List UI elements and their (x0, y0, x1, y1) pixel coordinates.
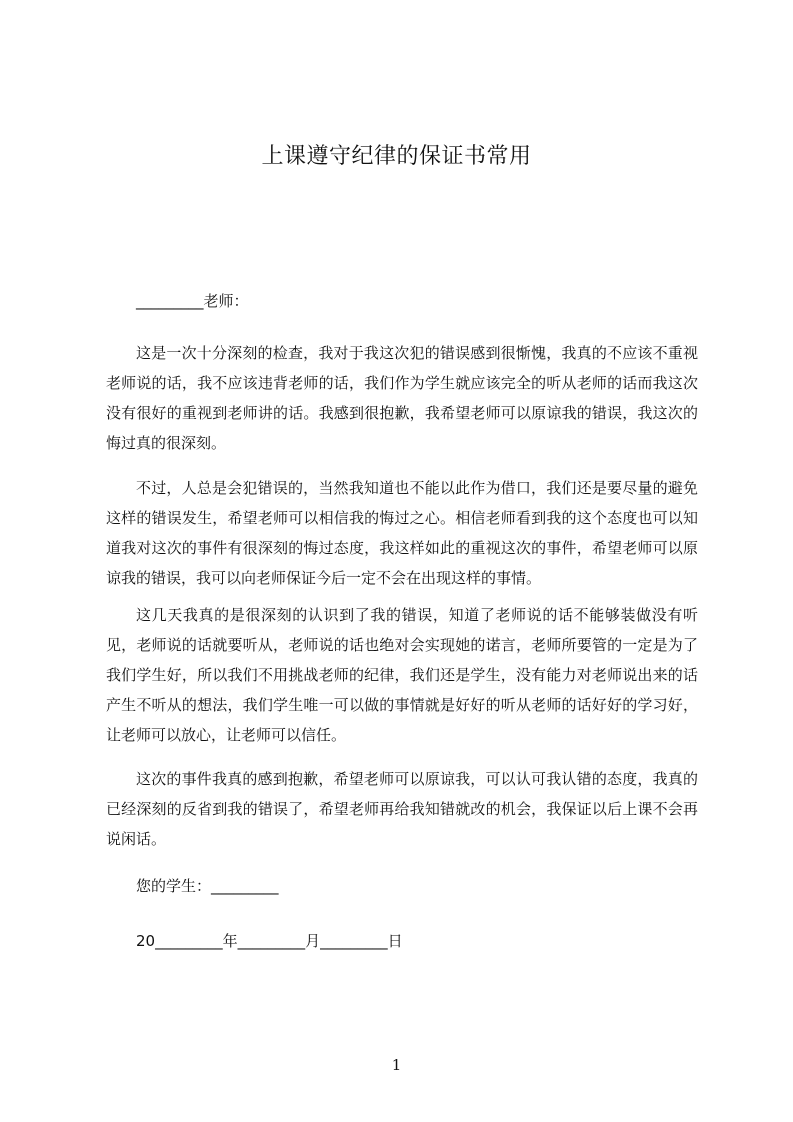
paragraph-3: 这几天我真的是很深刻的认识到了我的错误，知道了老师说的话不能够装做没有听见，老师说的话就要听从，老师说的话也绝对会实现她的诺言，老师所要管的一定是为了我们学生好，所以我们不用挑战老师的纪律，我们还是学生，没有能力对老师说出来的话产生不听从的想法，我们学生唯一可以做的事情就是好好的听从老师的话好好的学习好，让老师可以放心，让老师可以信任。 (106, 606, 698, 744)
document-title: 上课遵守纪律的保证书常用 (261, 144, 532, 169)
page-number: 1 (391, 1056, 402, 1074)
paragraph-4: 这次的事件我真的感到抱歉，希望老师可以原谅我，可以认可我认错的态度，我真的已经深刻的反省到我的错误了，希望老师再给我知错就改的机会，我保证以后上课不会再说闲话。 (106, 770, 698, 848)
paragraph-1: 这是一次十分深刻的检查，我对于我这次犯的错误感到很惭愧，我真的不应该不重视老师说的话，我不应该违背老师的话，我们作为学生就应该完全的听从老师的话而我这次没有很好的重视到老师讲的话。我感到很抱歉，我希望老师可以原谅我的错误，我这次的悔过真的很深刻。 (106, 344, 698, 452)
signature-line: 您的学生：_________ (136, 877, 279, 895)
date-line: 20_________年_________月_________日 (136, 932, 403, 950)
salutation: _________老师： (136, 292, 249, 310)
paragraph-2: 不过，人总是会犯错误的，当然我知道也不能以此作为借口，我们还是要尽量的避免这样的错误发生，希望老师可以相信我的悔过之心。相信老师看到我的这个态度也可以知道我对这次的事件有很深刻的悔过态度，我这样如此的重视这次的事件，希望老师可以原谅我的错误，我可以向老师保证今后一定不会在出现这样的事情。 (106, 479, 698, 587)
